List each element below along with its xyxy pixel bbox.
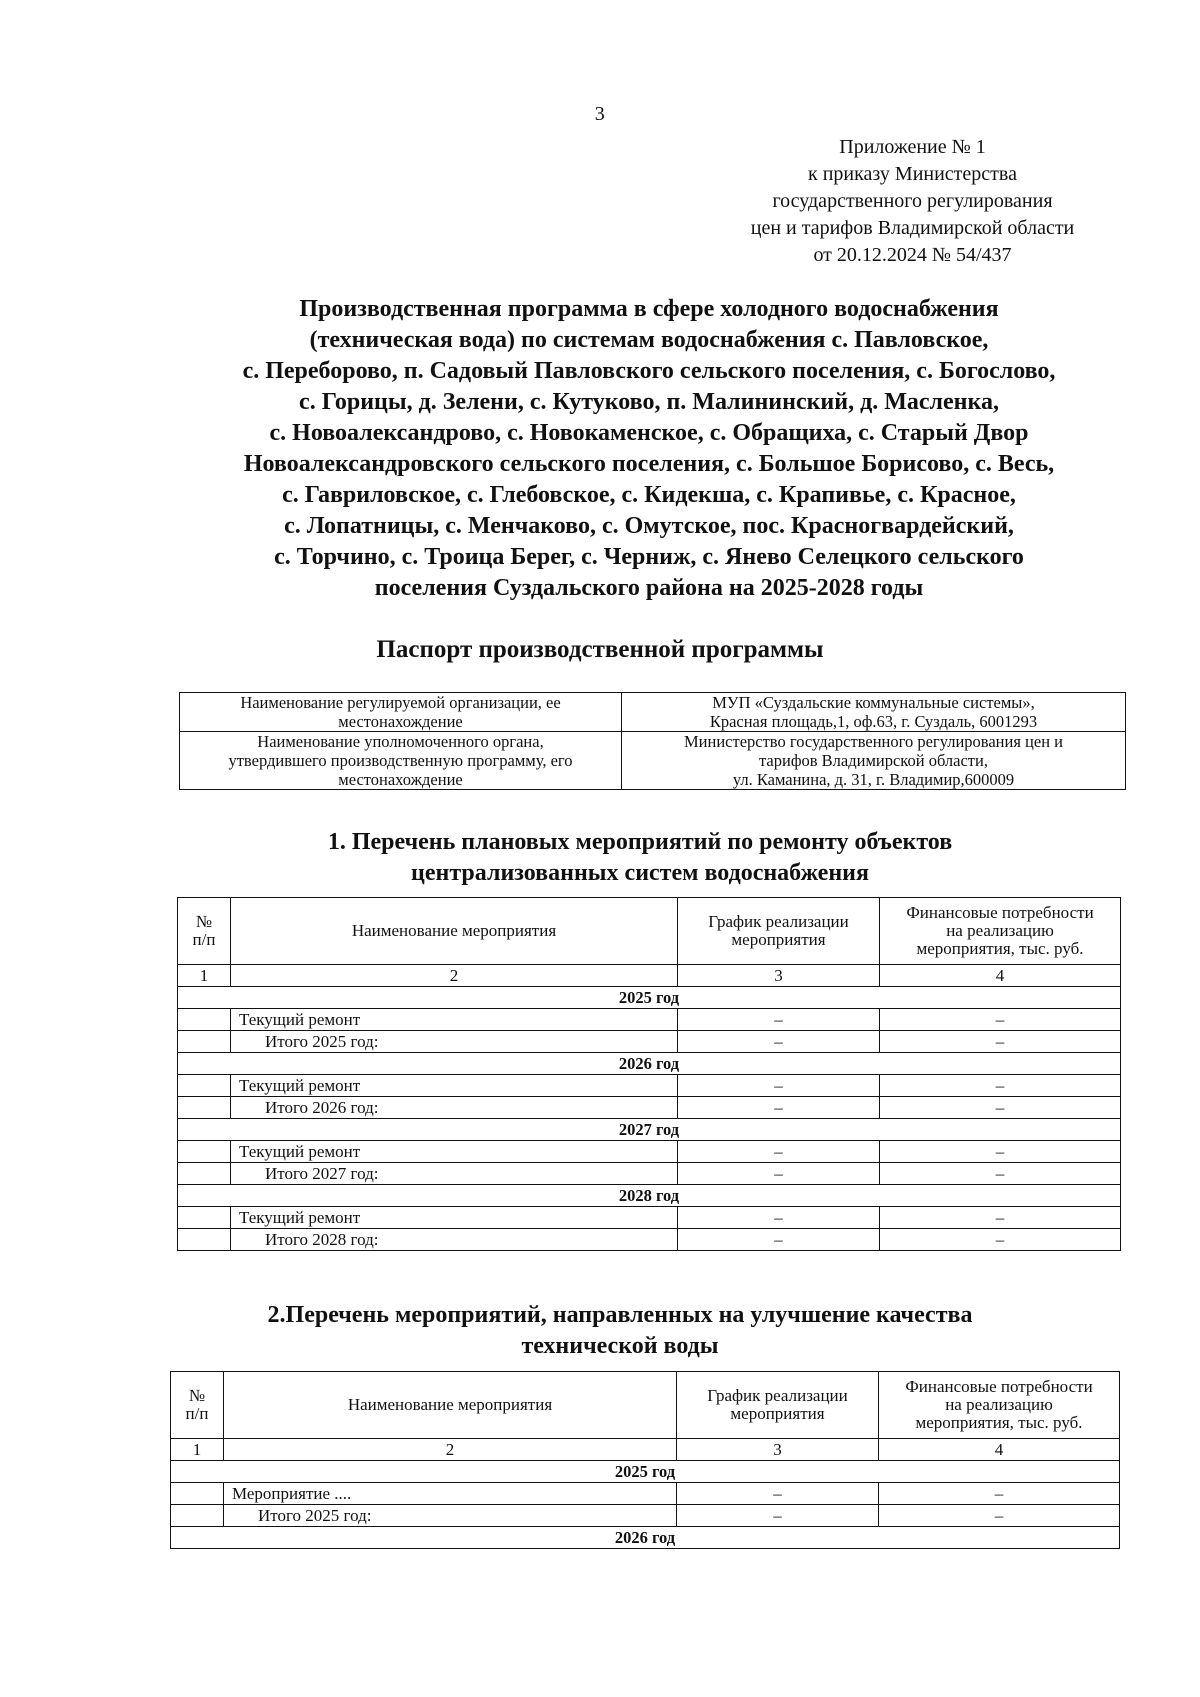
cell-line: График реализации (707, 1386, 848, 1405)
table-row (171, 1483, 1120, 1505)
header-schedule (677, 1372, 879, 1439)
year-row (178, 987, 1121, 1009)
table-row (178, 1229, 1121, 1251)
finance-cell: – (880, 1229, 1121, 1251)
appendix-line: государственного регулирования (772, 190, 1053, 212)
total-label: Итого 2027 год: (231, 1163, 678, 1185)
finance-cell: – (880, 1141, 1121, 1163)
section2-title (20, 1300, 1200, 1362)
appendix-line: от 20.12.2024 № 54/437 (813, 244, 1012, 266)
cell-line: Наименование уполномоченного органа, (257, 732, 544, 751)
document-title (170, 294, 1128, 604)
num-cell (178, 1075, 231, 1097)
cell-line: График реализации (708, 912, 849, 931)
year-label: 2026 год (171, 1527, 1120, 1549)
header-name: Наименование мероприятия (231, 898, 678, 965)
num-cell (171, 1505, 224, 1527)
section-title-line: централизованных систем водоснабжения (411, 860, 869, 886)
title-line: с. Лопатницы, с. Менчаково, с. Омутское, пос. Красногвардейский, (284, 513, 1014, 539)
header-name: Наименование мероприятия (224, 1372, 677, 1439)
column-number: 4 (880, 965, 1121, 987)
cell-line: местонахождение (338, 712, 463, 731)
year-label: 2025 год (171, 1461, 1120, 1483)
cell-line: Красная площадь,1, оф.63, г. Суздаль, 6001293 (709, 712, 1038, 731)
title-line: с. Гавриловское, с. Глебовское, с. Кидекша, с. Крапивье, с. Красное, (282, 482, 1016, 508)
header-finance (879, 1372, 1120, 1439)
section-title-line: технической воды (521, 1333, 719, 1359)
measure-name: Текущий ремонт (231, 1075, 678, 1097)
cell-line: № (195, 912, 213, 931)
finance-cell: – (879, 1483, 1120, 1505)
cell-line: МУП «Суздальские коммунальные системы», (712, 693, 1035, 712)
repair-measures-table (177, 897, 1121, 1251)
num-cell (178, 1031, 231, 1053)
measure-name: Текущий ремонт (231, 1141, 678, 1163)
title-line: с. Переборово, п. Садовый Павловского сельского поселения, с. Богослово, (242, 358, 1056, 384)
table-row (178, 1009, 1121, 1031)
section-title-line: 1. Перечень плановых мероприятий по ремонту объектов (327, 829, 953, 855)
header-num (178, 898, 231, 965)
schedule-cell: – (677, 1483, 879, 1505)
column-number: 3 (678, 965, 880, 987)
column-number: 2 (224, 1439, 677, 1461)
finance-cell: – (880, 1163, 1121, 1185)
passport-label-cell (180, 732, 622, 790)
cell-line: на реализацию (946, 921, 1054, 940)
table-header-row (178, 898, 1121, 965)
year-label: 2026 год (178, 1053, 1121, 1075)
appendix-line: к приказу Министерства (808, 163, 1017, 185)
column-number: 1 (178, 965, 231, 987)
cell-line: Министерство государственного регулирования цен и (684, 732, 1063, 751)
schedule-cell: – (678, 1163, 880, 1185)
year-label: 2025 год (178, 987, 1121, 1009)
column-number: 4 (879, 1439, 1120, 1461)
cell-line: мероприятия (731, 930, 826, 949)
cell-line: местонахождение (338, 770, 463, 789)
table-row (178, 1031, 1121, 1053)
cell-line: № (188, 1386, 206, 1405)
total-label: Итого 2026 год: (231, 1097, 678, 1119)
total-label: Итого 2025 год: (224, 1505, 677, 1527)
column-number: 2 (231, 965, 678, 987)
passport-value-cell (622, 693, 1126, 732)
measure-name: Текущий ремонт (231, 1009, 678, 1031)
cell-line: мероприятия, тыс. руб. (915, 1413, 1083, 1432)
cell-line: п/п (192, 930, 216, 949)
title-line: поселения Суздальского района на 2025-2028 годы (374, 575, 924, 601)
total-label: Итого 2025 год: (231, 1031, 678, 1053)
measure-name: Текущий ремонт (231, 1207, 678, 1229)
measure-name: Мероприятие .... (224, 1483, 677, 1505)
header-schedule (678, 898, 880, 965)
title-line: с. Горицы, д. Зелени, с. Кутуково, п. Малининский, д. Масленка, (299, 389, 999, 415)
header-finance (880, 898, 1121, 965)
appendix-line: цен и тарифов Владимирской области (750, 217, 1075, 239)
num-cell (178, 1009, 231, 1031)
section-title-line: 2.Перечень мероприятий, направленных на улучшение качества (267, 1302, 973, 1328)
passport-table (179, 692, 1126, 790)
cell-line: утвердившего производственную программу, его (228, 751, 573, 770)
header-num (171, 1372, 224, 1439)
table-row (180, 693, 1126, 732)
table-row (178, 1097, 1121, 1119)
finance-cell: – (879, 1505, 1120, 1527)
finance-cell: – (880, 1207, 1121, 1229)
table-row (178, 1075, 1121, 1097)
year-label: 2027 год (178, 1119, 1121, 1141)
year-label: 2028 год (178, 1185, 1121, 1207)
column-number: 1 (171, 1439, 224, 1461)
title-line: с. Торчино, с. Троица Берег, с. Черниж, с. Янево Селецкого сельского (274, 544, 1024, 570)
cell-line: Наименование регулируемой организации, ее (240, 693, 561, 712)
title-line: с. Новоалександрово, с. Новокаменское, с. Обращиха, с. Старый Двор (269, 420, 1029, 446)
num-cell (178, 1097, 231, 1119)
num-cell (171, 1483, 224, 1505)
title-line: Новоалександровского сельского поселения, с. Большое Борисово, с. Весь, (243, 451, 1055, 477)
schedule-cell: – (678, 1141, 880, 1163)
schedule-cell: – (678, 1075, 880, 1097)
year-row (178, 1119, 1121, 1141)
water-quality-measures-table (170, 1371, 1120, 1549)
num-cell (178, 1163, 231, 1185)
table-row (178, 1163, 1121, 1185)
finance-cell: – (880, 1097, 1121, 1119)
num-cell (178, 1141, 231, 1163)
schedule-cell: – (677, 1505, 879, 1527)
year-row (178, 1053, 1121, 1075)
section1-title (40, 827, 1200, 889)
page-number: 3 (594, 103, 606, 125)
title-line: Производственная программа в сфере холодного водоснабжения (299, 296, 999, 322)
year-row (171, 1461, 1120, 1483)
schedule-cell: – (678, 1229, 880, 1251)
table-row (178, 1207, 1121, 1229)
column-number-row (178, 965, 1121, 987)
column-number: 3 (677, 1439, 879, 1461)
schedule-cell: – (678, 1009, 880, 1031)
total-label: Итого 2028 год: (231, 1229, 678, 1251)
cell-line: Финансовые потребности (905, 1377, 1093, 1396)
schedule-cell: – (678, 1031, 880, 1053)
appendix-block (680, 134, 1145, 269)
cell-line: п/п (185, 1404, 209, 1423)
year-row (171, 1527, 1120, 1549)
table-row (180, 732, 1126, 790)
finance-cell: – (880, 1031, 1121, 1053)
cell-line: мероприятия (730, 1404, 825, 1423)
schedule-cell: – (678, 1097, 880, 1119)
year-row (178, 1185, 1121, 1207)
num-cell (178, 1207, 231, 1229)
finance-cell: – (880, 1009, 1121, 1031)
title-line: (техническая вода) по системам водоснабжения с. Павловское, (309, 327, 989, 353)
cell-line: Финансовые потребности (906, 903, 1094, 922)
cell-line: на реализацию (945, 1395, 1053, 1414)
passport-label-cell (180, 693, 622, 732)
cell-line: ул. Каманина, д. 31, г. Владимир,600009 (732, 770, 1015, 789)
cell-line: тарифов Владимирской области, (759, 751, 988, 770)
schedule-cell: – (678, 1207, 880, 1229)
table-header-row (171, 1372, 1120, 1439)
table-row (171, 1505, 1120, 1527)
num-cell (178, 1229, 231, 1251)
table-row (178, 1141, 1121, 1163)
cell-line: мероприятия, тыс. руб. (916, 939, 1084, 958)
passport-title: Паспорт производственной программы (376, 636, 824, 663)
column-number-row (171, 1439, 1120, 1461)
finance-cell: – (880, 1075, 1121, 1097)
passport-value-cell (622, 732, 1126, 790)
appendix-line: Приложение № 1 (839, 136, 986, 158)
